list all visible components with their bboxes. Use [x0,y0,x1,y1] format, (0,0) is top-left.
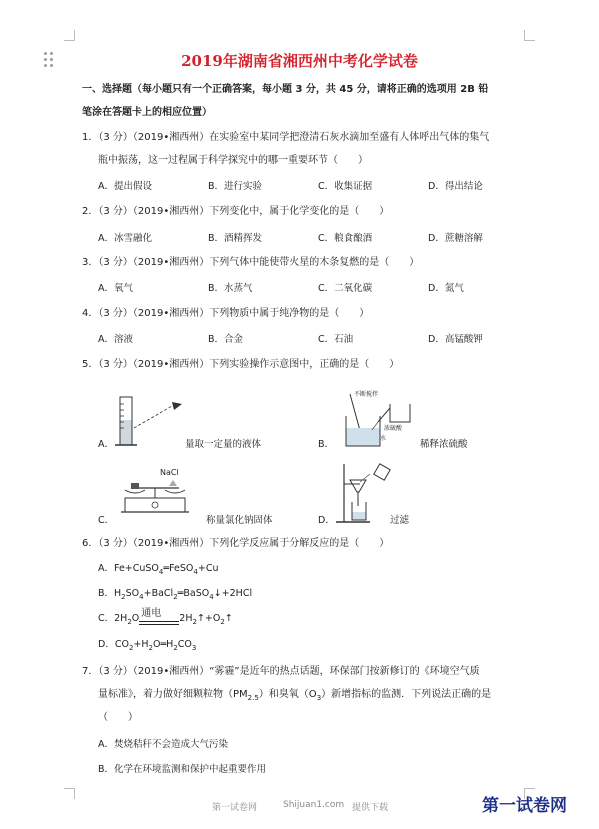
section-heading-line2: 笔涂在答题卡上的相应位置） [82,107,212,118]
q7-stem-line1: 7．（3 分）（2019•湘西州）“雾霾”是近年的热点话题，环保部门按新修订的《环境空气质 [82,666,480,677]
figure-c-balance [115,468,195,522]
footer-right-text: 提供下载 [352,803,389,813]
q4-stem: 4．（3 分）（2019•湘西州）下列物质中属于纯净物的是（ ） [82,308,370,319]
q7-option-a: A．焚烧秸秆不会造成大气污染 [98,739,228,750]
q5-fig-d-caption: 过滤 [390,515,410,526]
q6-option-d: D．$CO_2+H_2O═H_2CO_3$ [98,639,197,652]
footer-left-text: 第一试卷网 [212,803,258,813]
q1-option-a: A．提出假设 [98,181,152,192]
q5-fig-b-caption: 稀释浓硫酸 [420,439,468,450]
q5-fig-c-label-nacl: NaCl [160,468,179,477]
q1-stem-line2: 瓶中振荡，这一过程属于科学探究中的哪一重要环节（ ） [98,155,368,166]
q1-option-d: D．得出结论 [428,181,483,192]
q1-option-b: B．进行实验 [208,181,263,192]
q4-option-d: D．高锰酸钾 [428,334,483,345]
q3-option-b: B．水蒸气 [208,283,253,294]
q6-option-c: C．$2H_2O$ 通电 $2H_2↑+O_2↑$ [98,612,233,629]
q6-option-b: B．$H_2SO_4+BaCl_2═BaSO_4↓+2HCl$ [98,588,253,601]
q5-stem: 5．（3 分）（2019•湘西州）下列实验操作示意图中，正确的是（ ） [82,359,400,370]
q1-stem-line1: 1．（3 分）（2019•湘西州）在实验室中某同学把澄清石灰水滴加至盛有人体呼出气体的集气 [82,132,490,143]
q5-fig-d-letter: D． [318,515,335,526]
footer-center-text: Shijuan1.com [283,800,345,810]
q2-option-a: A．冰雪融化 [98,233,152,244]
q3-option-c: C．二氧化碳 [318,283,373,294]
q6-stem: 6．（3 分）（2019•湘西州）下列化学反应属于分解反应的是（ ） [82,538,390,549]
q6-reaction-condition: 通电 [139,616,179,629]
q4-option-b: B．合金 [208,334,244,345]
q5-fig-c-letter: C． [98,515,115,526]
q5-fig-a-caption: 量取一定量的液体 [185,439,262,450]
brand-logo: 第一试卷网 [482,796,567,816]
q5-fig-b-letter: B． [318,439,335,450]
section-heading-line1: 一、选择题（每小题只有一个正确答案，每小题 3 分，共 45 分，请将正确的选项用 2B 铅 [82,84,489,95]
q4-option-c: C．石油 [318,334,354,345]
q5-fig-b-label-stir: 不断搅拌 [354,391,379,398]
q7-stem-line3: （ ） [98,712,138,723]
crop-mark-bottom-left [64,788,75,799]
page-title: 2019年湖南省湘西州中考化学试卷 [181,52,418,70]
q3-stem: 3．（3 分）（2019•湘西州）下列气体中能使带火星的木条复燃的是（ ） [82,257,420,268]
q4-option-a: A．溶液 [98,334,133,345]
q2-option-d: D．蔗糖溶解 [428,233,483,244]
q2-option-b: B．酒精挥发 [208,233,263,244]
q6-option-a: A．Fe+CuSO$_4$═FeSO$_4$+Cu [98,563,219,576]
q5-fig-a-letter: A． [98,439,114,450]
q2-option-c: C．粮食酿酒 [318,233,373,244]
q5-fig-c-caption: 称量氯化钠固体 [206,515,273,526]
q7-stem-line2: 量标准》，着力做好细颗粒物$(PM_{2.5})$和臭氧$(O_3)$新增指标的监测．下列说法正确的是 [98,689,492,702]
q3-option-d: D．氮气 [428,283,464,294]
q3-option-a: A．氧气 [98,283,133,294]
q2-stem: 2．（3 分）（2019•湘西州）下列变化中，属于化学变化的是（ ） [82,206,390,217]
figure-a-measuring-cylinder [110,392,185,452]
crop-mark-top-left [64,30,75,41]
q7-option-b: B．化学在环境监测和保护中起重要作用 [98,764,267,775]
q5-fig-b-label-water: 水 [380,435,387,442]
q5-fig-b-label-acid: 浓硫酸 [384,425,403,432]
crop-mark-top-right [524,30,535,41]
q1-option-c: C．收集证据 [318,181,373,192]
